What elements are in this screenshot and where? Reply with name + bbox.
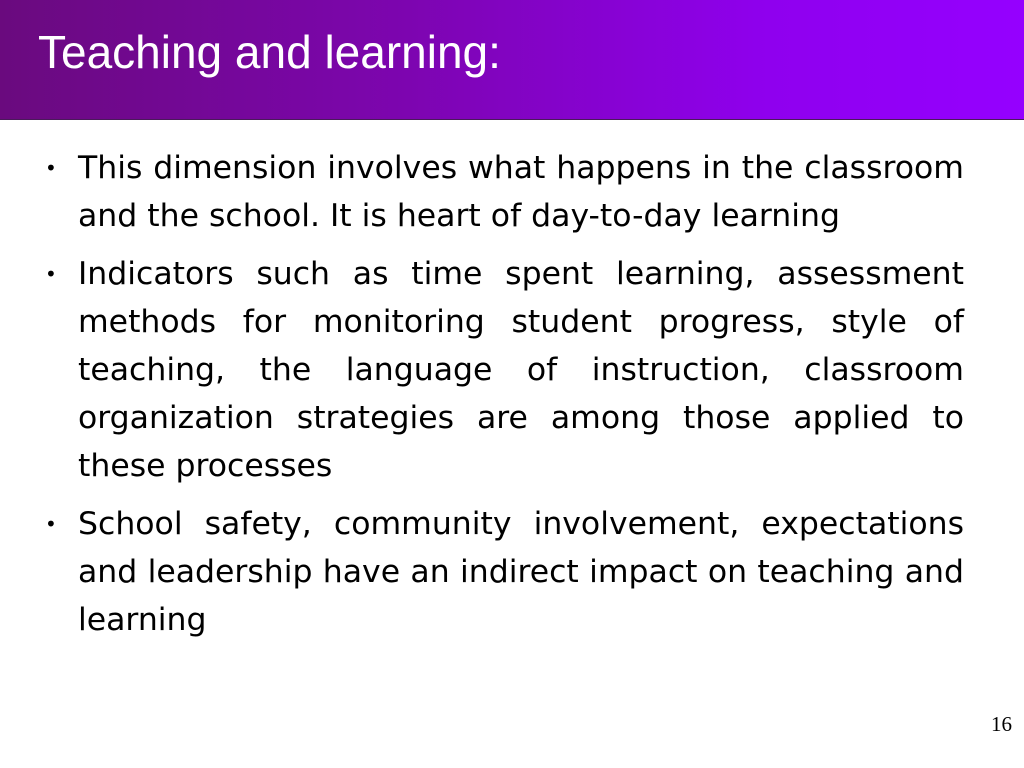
slide-title: Teaching and learning: bbox=[38, 26, 501, 78]
bullet-dot-icon: • bbox=[45, 262, 57, 286]
bullet-list bbox=[40, 144, 964, 654]
bullet-text: This dimension involves what happens in the classroom and the school. It is heart of day-to-day learning bbox=[78, 150, 964, 234]
bullet-text: Indicators such as time spent learning, assessment methods for monitoring student progress, style of teaching, the language of instruction, classroom organization strategies are among those applied to these processes bbox=[78, 256, 964, 484]
bullet-item bbox=[40, 144, 964, 240]
page-number: 16 bbox=[991, 712, 1012, 736]
title-bar bbox=[0, 0, 1024, 120]
bullet-item bbox=[40, 250, 964, 490]
bullet-item bbox=[40, 500, 964, 644]
bullet-dot-icon: • bbox=[45, 512, 57, 536]
bullet-text: School safety, community involvement, expectations and leadership have an indirect impact on teaching and learning bbox=[78, 506, 964, 638]
bullet-dot-icon: • bbox=[45, 156, 57, 180]
